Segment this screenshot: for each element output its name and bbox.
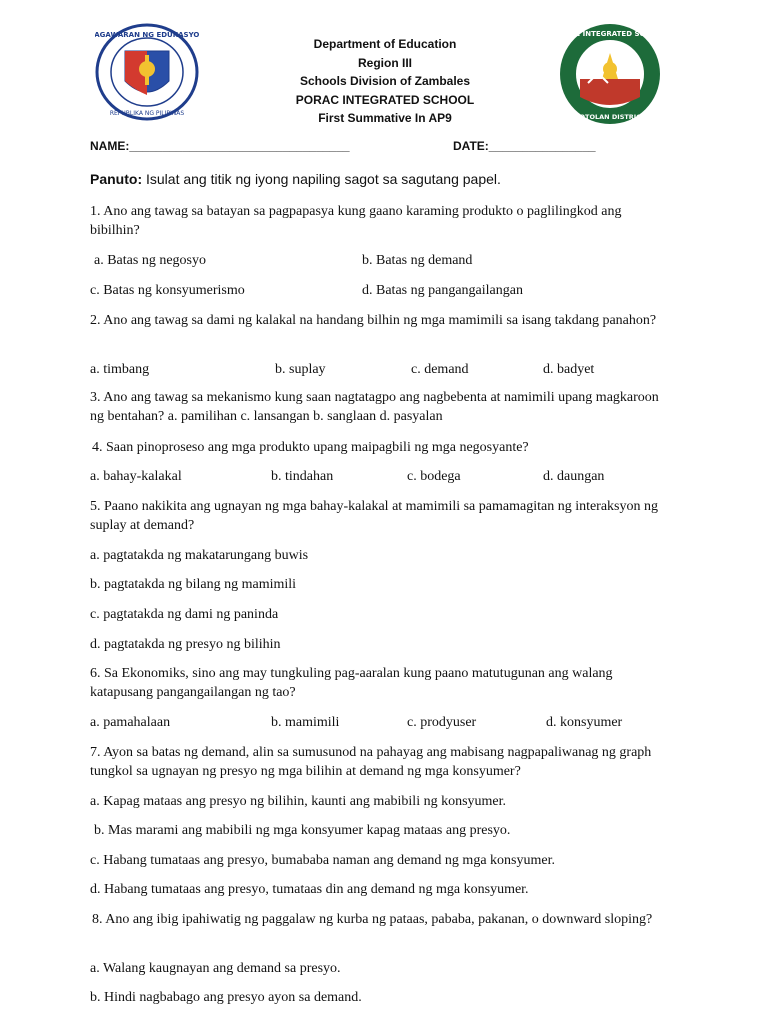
q4-option-d[interactable]: d. daungan — [543, 469, 605, 484]
q8-option-b[interactable]: b. Hindi nagbabago ang presyo ayon sa demand. — [90, 990, 362, 1005]
q4-option-a[interactable]: a. bahay-kalakal — [90, 469, 182, 484]
svg-text:KAGAWARAN NG EDUKASYON: KAGAWARAN NG EDUKASYON — [95, 31, 200, 39]
svg-text:REPUBLIKA NG PILIPINAS: REPUBLIKA NG PILIPINAS — [109, 110, 185, 117]
header-school: PORAC INTEGRATED SCHOOL — [295, 92, 475, 107]
question-2: 2. Ano ang tawag sa dami ng kalakal na handang bilhin ng mga mamimili sa isang takdang panahon? — [90, 313, 657, 328]
q7-option-d[interactable]: d. Habang tumataas ang presyo, tumataas din ang demand ng mga konsyumer. — [90, 882, 529, 897]
q6-option-d[interactable]: d. konsyumer — [546, 715, 623, 730]
q1-option-a[interactable]: a. Batas ng negosyo — [94, 253, 206, 268]
q7-option-b[interactable]: b. Mas marami ang mabibili ng mga konsyumer kapag mataas ang presyo. — [94, 823, 511, 838]
q6-option-c[interactable]: c. prodyuser — [407, 715, 477, 730]
q7-option-a[interactable]: a. Kapag mataas ang presyo ng bilihin, kaunti ang mabibili ng konsyumer. — [90, 794, 507, 809]
q5-option-c[interactable]: c. pagtatakda ng dami ng paninda — [90, 607, 279, 622]
q6-option-a[interactable]: a. pamahalaan — [90, 715, 171, 730]
instructions-text: Isulat ang titik ng iyong napiling sagot sa sagutang papel. — [142, 171, 501, 187]
q5-option-a[interactable]: a. pagtatakda ng makatarungang buwis — [90, 548, 309, 563]
school-seal-logo — [558, 23, 662, 125]
svg-text:BOTOLAN DISTRICT: BOTOLAN DISTRICT — [574, 113, 646, 121]
q5-option-b[interactable]: b. pagtatakda ng bilang ng mamimili — [90, 577, 297, 592]
deped-seal-logo — [95, 23, 200, 121]
q2-option-c[interactable]: c. demand — [411, 362, 469, 377]
q1-option-b[interactable]: b. Batas ng demand — [362, 253, 473, 268]
instructions — [90, 171, 501, 187]
q5-option-d[interactable]: d. pagtatakda ng presyo ng bilihin — [90, 637, 281, 652]
svg-text:PORAC INTEGRATED SCHOOL: PORAC INTEGRATED SCHOOL — [558, 30, 662, 38]
question-4: 4. Saan pinoproseso ang mga produkto upang maipagbili ng mga negosyante? — [92, 440, 529, 455]
q8-option-a[interactable]: a. Walang kaugnayan ang demand sa presyo. — [90, 961, 341, 976]
q6-option-b[interactable]: b. mamimili — [271, 715, 340, 730]
q4-option-b[interactable]: b. tindahan — [271, 469, 334, 484]
header-department: Department of Education — [313, 37, 457, 51]
question-8: 8. Ano ang ibig ipahiwatig ng paggalaw ng kurba ng pataas, pababa, pakanan, o downward sloping? — [92, 912, 653, 927]
question-3: 3. Ano ang tawag sa mekanismo kung saan nagtatagpo ang nagbebenta at namimili upang magkaroon ng bentahan? a. pamilihan c. lansangan b. sanglaan d. pasyalan — [90, 390, 659, 424]
q2-option-a[interactable]: a. timbang — [90, 362, 150, 377]
header-exam-title: First Summative In AP9 — [318, 111, 452, 125]
header-division: Schools Division of Zambales — [299, 74, 471, 88]
question-5: 5. Paano nakikita ang ugnayan ng mga bahay-kalakal at mamimili sa pamamagitan ng interaksyon ng suplay at demand? — [90, 499, 659, 533]
q4-option-c[interactable]: c. bodega — [407, 469, 461, 484]
name-field: NAME:_________________________________ — [90, 139, 350, 153]
q1-option-c[interactable]: c. Batas ng konsyumerismo — [90, 283, 245, 298]
header-region: Region III — [358, 55, 412, 70]
question-6: 6. Sa Ekonomiks, sino ang may tungkuling pag-aaralan kung paano matutugunan ang walang katapusang pangangailangan ng tao? — [90, 666, 613, 700]
date-field: DATE:________________ — [453, 139, 596, 153]
document-header — [250, 35, 520, 128]
question-1: 1. Ano ang tawag sa batayan sa pagpapasya kung gaano karaming produkto o paglilingkod ang bibilhin? — [90, 204, 622, 238]
q2-option-b[interactable]: b. suplay — [275, 362, 326, 377]
q2-option-d[interactable]: d. badyet — [543, 362, 595, 377]
q7-option-c[interactable]: c. Habang tumataas ang presyo, bumababa naman ang demand ng mga konsyumer. — [90, 853, 555, 868]
question-7: 7. Ayon sa batas ng demand, alin sa sumusunod na pahayag ang mabisang nagpapaliwanag ng graph tungkol sa ugnayan ng presyo ng mga bilihin at demand ng mga konsyumer? — [90, 745, 652, 779]
instructions-label: Panuto: — [90, 171, 143, 187]
q1-option-d[interactable]: d. Batas ng pangangailangan — [362, 283, 523, 298]
